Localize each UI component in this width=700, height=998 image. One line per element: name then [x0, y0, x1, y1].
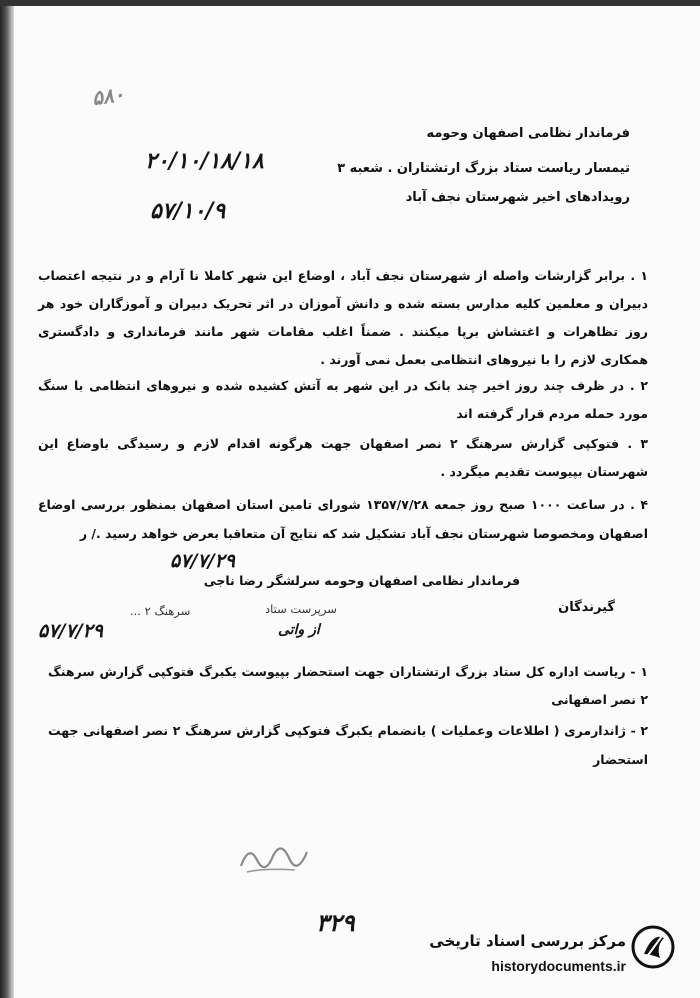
paragraph-4: [38, 490, 648, 548]
signatory-right-date: ۵۷/۷/۲۹: [38, 620, 103, 642]
paragraph-2: [38, 372, 648, 428]
paragraph-4-label: ۴ .: [624, 497, 648, 512]
header-line-3: رویدادهای اخیر شهرستان نجف آباد: [405, 190, 630, 205]
paragraph-4-text: در ساعت ۱۰۰۰ صبح روز جمعه ۱۳۵۷/۷/۲۸ شورای تامین استان اصفهان بمنظور بررسی اوضاع اصفهان ومخصوصا شهرستان نجف آباد تشکیل شد که نتایج آن متعاقبا بعرض خواهد رسید ./ ر: [38, 497, 648, 541]
archive-logo-icon: [630, 924, 676, 970]
header-line-2: تیمسار ریاست ستاد بزرگ ارتشتاران . شعبه ۳: [337, 161, 630, 176]
header-line-1: فرماندار نظامی اصفهان وحومه: [426, 126, 630, 141]
paragraph-2-label: ۲ .: [624, 378, 649, 393]
scan-edge-shadow: [0, 0, 14, 998]
watermark-title: مرکز بررسی اسناد تاریخی: [429, 932, 626, 950]
signature-line: فرماندار نظامی اصفهان وحومه سرلشگر رضا ناجی: [203, 573, 520, 588]
faded-signature: [235, 830, 315, 880]
watermark-url: historydocuments.ir: [491, 958, 626, 974]
scan-top-edge: [0, 0, 700, 6]
bottom-page-number: ۳۲۹: [316, 908, 355, 937]
paragraph-3: [38, 430, 648, 486]
handwritten-date: ۲۰/۱۰/۱۸/۱۸: [145, 148, 264, 174]
paragraph-2-text: در ظرف چند روز اخیر چند بانک در این شهر به آتش کشیده شده و نیروهای انتظامی با سنگ مورد حمله مردم قرار گرفته اند: [38, 378, 648, 421]
recipient-1-label: ۱ -: [625, 664, 648, 679]
handwritten-date-mid: ۵۷/۷/۲۹: [170, 550, 235, 572]
signatory-right: سرهنگ ۲ ...: [130, 604, 191, 618]
paragraph-1: [38, 262, 648, 374]
paragraph-3-label: ۳ .: [619, 436, 648, 451]
recipient-2-label: ۲ -: [625, 723, 648, 738]
paragraph-3-text: فتوکپی گزارش سرهنگ ۲ نصر اصفهان جهت هرگونه اقدام لازم و رسیدگی باوضاع این شهرستان بپیوست تقدیم میگردد .: [38, 436, 648, 479]
recipient-2: [48, 716, 648, 774]
watermark-logo: [422, 918, 682, 990]
corner-note: ۵۸۰: [90, 81, 126, 111]
recipient-1-text: ریاست اداره کل ستاد بزرگ ارتشتاران جهت استحضار بپیوست یکبرگ فتوکپی گزارش سرهنگ ۲ نصر اصفهانی: [48, 664, 648, 707]
recipient-2-text: ژاندارمری ( اطلاعات وعملیات ) بانضمام یکبرگ فتوکپی گزارش سرهنگ ۲ نصر اصفهانی جهت استحضار: [48, 723, 648, 767]
signatory-center-handwritten: از واتی: [278, 622, 320, 638]
handwritten-number: ۵۷/۱۰/۹: [150, 198, 226, 224]
paragraph-1-label: ۱ .: [625, 268, 648, 283]
paragraph-1-text: برابر گزارشات واصله از شهرستان نجف آباد ، اوضاع این شهر کاملا نا آرام و در نتیجه اعتصاب دبیران و معلمین کلیه مدارس بسته شده و دانش آموزان در اثر تحریک دبیران و آموزگاران خود هر روز تظاهرات و اغتشاش برپا میکنند . ضمناً اغلب مقامات شهر مانند فرمانداری و دادگستری همکاری لازم را با نیروهای انتظامی بعمل نمی آورند .: [38, 268, 648, 367]
recipients-title: گیرندگان: [558, 600, 615, 615]
signatory-center-title: سرپرست ستاد: [265, 602, 337, 616]
recipient-1: [48, 658, 648, 714]
